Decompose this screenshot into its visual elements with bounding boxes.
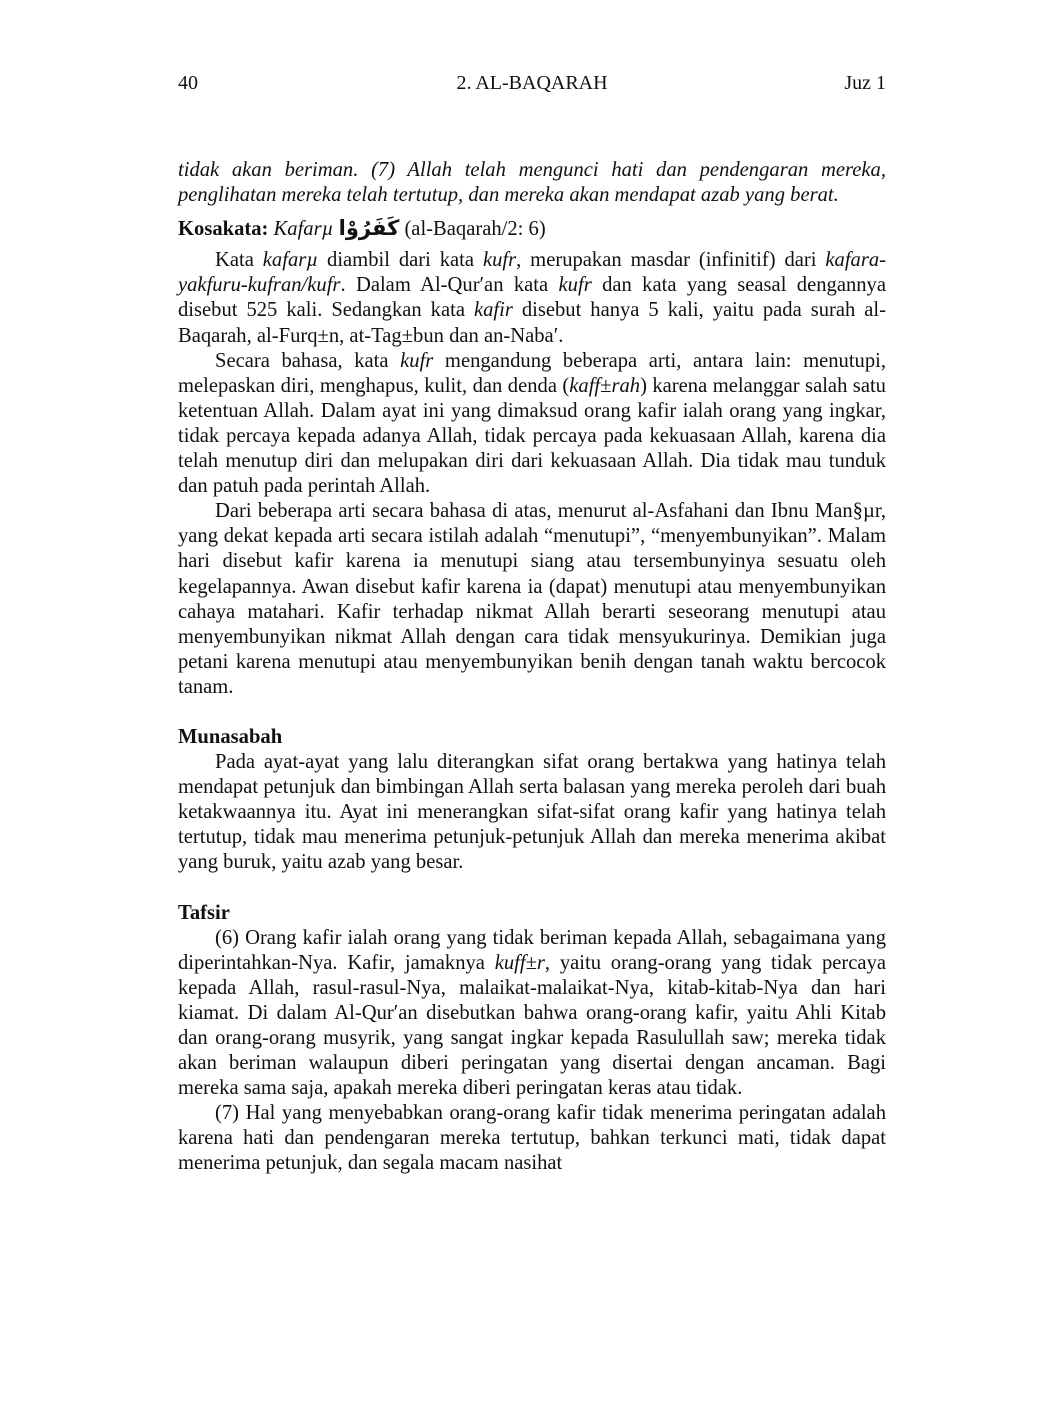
arabic-word: كَفَرُوْا <box>338 216 400 241</box>
tafsir-paragraph-2: (7) Hal yang menyebabkan orang-orang kafir tidak menerima peringatan adalah karena hati dan pendengaran mereka tertutup, bahkan terkunci mati, tidak dapat menerima petunjuk, dan segala macam nasihat <box>178 1102 886 1175</box>
page-body <box>178 158 886 1177</box>
munasabah-heading: Munasabah <box>178 725 283 748</box>
kosakata-label: Kosakata: <box>178 218 269 241</box>
page-number: 40 <box>178 72 198 94</box>
munasabah-paragraph: Pada ayat-ayat yang lalu diterangkan sifat orang bertakwa yang hatinya telah mendapat petunjuk dan bimbingan Allah serta balasan yang mereka peroleh dari buah ketakwaannya itu. Ayat ini menerangkan sifat-sifat orang kafir yang hatinya telah tertutup, tidak mau menerima petunjuk-petunjuk Allah dan mereka menerima akibat yang buruk, yaitu azab yang besar. <box>178 751 886 874</box>
tafsir-heading: Tafsir <box>178 901 230 924</box>
kosakata-line <box>178 216 886 242</box>
chapter-title: 2. AL-BAQARAH <box>456 72 608 94</box>
kosakata-term: Kafarµ <box>273 218 334 241</box>
kosakata-paragraph-1: Kata kafarµ diambil dari kata kufr, merupakan masdar (infinitif) dari kafara-yakfuru-kufran/kufr. Dalam Al-Qur′an kata kufr dan kata yang seasal dengannya disebut 525 kali. Sedangkan kata kafir disebut hanya 5 kali, yaitu pada surah al-Baqarah, al-Furq±n, at-Tag±bun dan an-Naba′. <box>178 249 887 347</box>
kosakata-paragraph-2: Secara bahasa, kata kufr mengandung beberapa arti, antara lain: menutupi, melepaskan diri, menghapus, kulit, dan denda (kaff±rah) karena melanggar salah satu ketentuan Allah. Dalam ayat ini yang dimaksud orang kafir ialah orang yang ingkar, tidak percaya kepada adanya Allah, tidak percaya pada kekuasaan Allah, karena dia telah menutup diri dan melupakan diri dari kekuasaan Allah. Dia tidak mau tunduk dan patuh pada perintah Allah. <box>178 349 887 498</box>
juz-label: Juz 1 <box>844 72 886 94</box>
translation-continuation: tidak akan beriman. (7) Allah telah mengunci hati dan pendengaran mereka, penglihatan mereka telah tertutup, dan mereka akan mendapat azab yang berat. <box>178 159 886 207</box>
kosakata-reference: (al-Baqarah/2: 6) <box>404 218 546 241</box>
running-header <box>178 72 886 100</box>
kosakata-paragraph-3: Dari beberapa arti secara bahasa di atas, menurut al-Asfahani dan Ibnu Man§µr, yang dekat kepada arti secara istilah adalah “menutupi”, “menyembunyikan”. Malam hari disebut kafir karena ia menutupi siang atau tersembunyinya sesuatu oleh kegelapannya. Awan disebut kafir karena ia (dapat) menutupi atau menyembunyikan cahaya matahari. Kafir terhadap nikmat Allah berarti seseorang menutupi atau menyembunyikan nikmat Allah dengan cara tidak mensyukurinya. Demikian juga petani karena menutupi atau menyembunyikan benih dengan tanah waktu bercocok tanam. <box>178 500 886 698</box>
tafsir-paragraph-1: (6) Orang kafir ialah orang yang tidak beriman kepada Allah, sebagaimana yang diperintahkan-Nya. Kafir, jamaknya kuff±r, yaitu orang-orang yang tidak percaya kepada Allah, rasul-rasul-Nya, malaikat-malaikat-Nya, kitab-kitab-Nya dan hari kiamat. Di dalam Al-Qur′an disebutkan bahwa orang-orang kafir, yaitu Ahli Kitab dan orang-orang musyrik, yang sangat ingkar kepada Rasulullah saw; mereka tidak akan beriman walaupun diberi peringatan yang disertai dengan ancaman. Bagi mereka sama saja, apakah mereka diberi peringatan keras atau tidak. <box>178 926 887 1100</box>
